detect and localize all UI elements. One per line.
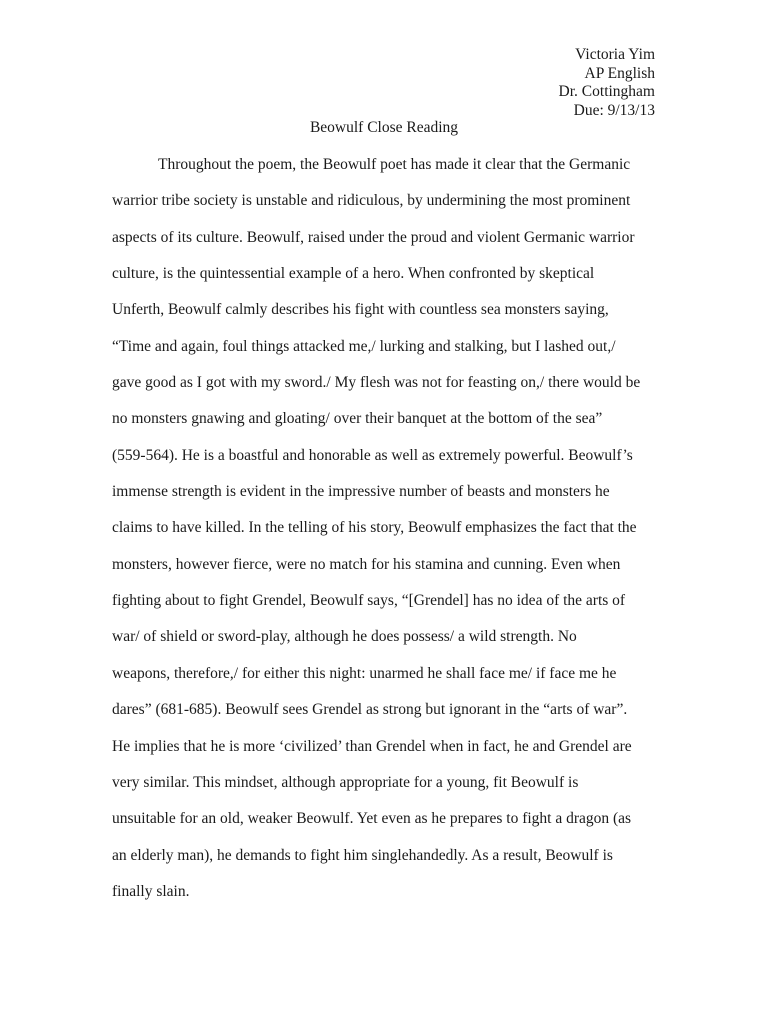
paragraph-line: Throughout the poem, the Beowulf poet has made it clear that the Germanic bbox=[158, 156, 631, 173]
paragraph-line: very similar. This mindset, although appropriate for a young, fit Beowulf is bbox=[112, 773, 579, 791]
paragraph-line: war/ of shield or sword-play, although he does possess/ a wild strength. No bbox=[112, 628, 577, 646]
paragraph-line: warrior tribe society is unstable and ridiculous, by undermining the most prominent bbox=[112, 192, 631, 210]
student-header bbox=[559, 46, 655, 120]
paragraph-line: dares” (681-685). Beowulf sees Grendel as strong but ignorant in the “arts of war”. bbox=[112, 701, 628, 719]
paragraph-line: immense strength is evident in the impressive number of beasts and monsters he bbox=[112, 483, 610, 501]
paragraph-line: “Time and again, foul things attacked me,/ lurking and stalking, but I lashed out,/ bbox=[112, 337, 616, 355]
paragraph-line: (559-564). He is a boastful and honorable as well as extremely powerful. Beowulf’s bbox=[112, 446, 633, 464]
paragraph-line: fighting about to fight Grendel, Beowulf says, “[Grendel] has no idea of the arts of bbox=[112, 592, 626, 610]
student-name: Victoria Yim bbox=[575, 46, 655, 63]
paragraph-line: gave good as I got with my sword./ My flesh was not for feasting on,/ there would be bbox=[112, 374, 641, 392]
paragraph-line: weapons, therefore,/ for either this night: unarmed he shall face me/ if face me he bbox=[112, 664, 617, 682]
paragraph-line: He implies that he is more ‘civilized’ than Grendel when in fact, he and Grendel are bbox=[112, 737, 632, 755]
essay-paragraph bbox=[112, 154, 660, 917]
due-date: Due: 9/13/13 bbox=[573, 101, 655, 119]
teacher-name: Dr. Cottingham bbox=[558, 83, 655, 100]
paragraph-line: monsters, however fierce, were no match for his stamina and cunning. Even when bbox=[112, 555, 621, 573]
paragraph-line: claims to have killed. In the telling of his story, Beowulf emphasizes the fact that the bbox=[112, 519, 637, 537]
paragraph-line: Unferth, Beowulf calmly describes his fight with countless sea monsters saying, bbox=[112, 301, 609, 319]
course-name: AP English bbox=[584, 64, 655, 82]
paragraph-line: an elderly man), he demands to fight him singlehandedly. As a result, Beowulf is bbox=[112, 846, 613, 864]
paragraph-line: culture, is the quintessential example of a hero. When confronted by skeptical bbox=[112, 265, 595, 283]
paragraph-line: no monsters gnawing and gloating/ over their banquet at the bottom of the sea” bbox=[112, 410, 603, 428]
paragraph-line: finally slain. bbox=[112, 882, 190, 900]
paragraph-line: unsuitable for an old, weaker Beowulf. Yet even as he prepares to fight a dragon (as bbox=[112, 810, 632, 828]
paragraph-line: aspects of its culture. Beowulf, raised under the proud and violent Germanic warrior bbox=[112, 228, 635, 246]
document-title: Beowulf Close Reading bbox=[309, 119, 459, 136]
